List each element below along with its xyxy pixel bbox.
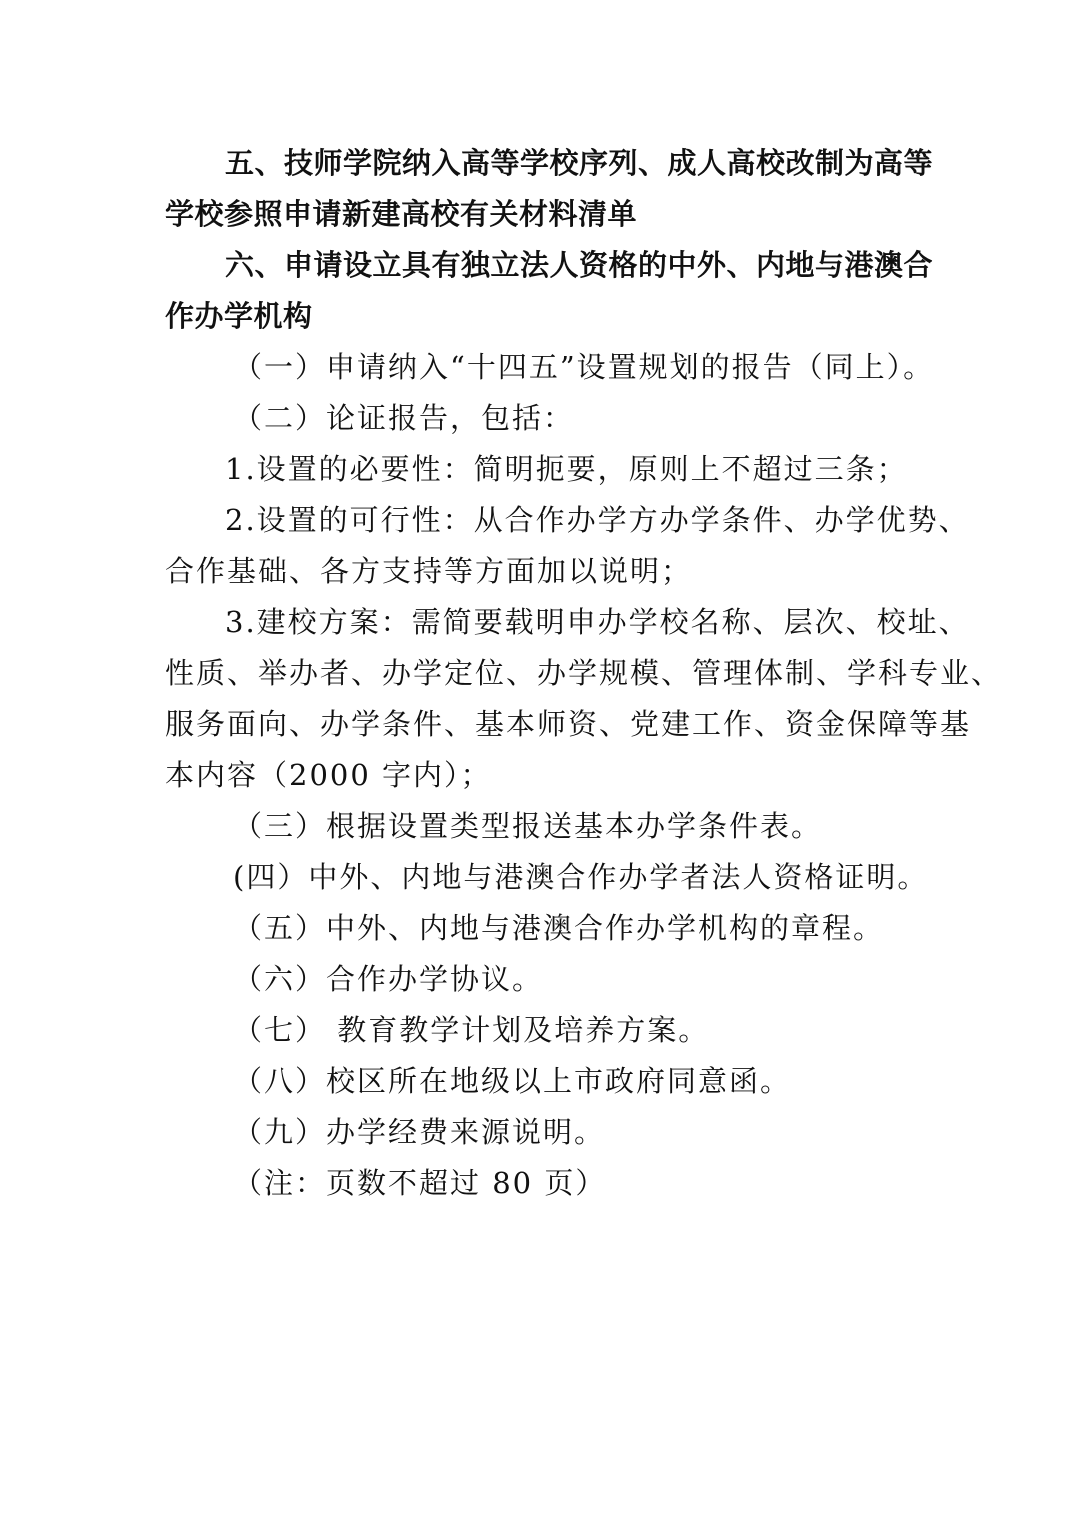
item-nine: （九）办学经费来源说明。: [233, 1115, 606, 1149]
item-two-sub-3-line-1: 3.建校方案：需简要载明申办学校名称、层次、校址、: [225, 605, 970, 639]
item-two-sub-2-line-1: 2.设置的可行性：从合作办学方办学条件、办学优势、: [225, 503, 970, 537]
item-one: （一）申请纳入“十四五”设置规划的报告（同上）。: [233, 350, 935, 384]
item-four: (四）中外、内地与港澳合作办学者法人资格证明。: [233, 860, 929, 894]
item-two: （二）论证报告，包括：: [233, 401, 575, 435]
item-seven: （七） 教育教学计划及培养方案。: [233, 1013, 710, 1047]
item-six: （六）合作办学协议。: [233, 962, 544, 996]
section-six-heading-line-1: 六、申请设立具有独立法人资格的中外、内地与港澳合: [225, 248, 934, 282]
item-two-sub-2-line-2: 合作基础、各方支持等方面加以说明；: [165, 554, 693, 588]
section-six-heading-line-2: 作办学机构: [165, 299, 313, 333]
item-five: （五）中外、内地与港澳合作办学机构的章程。: [233, 911, 885, 945]
note-page-limit: （注：页数不超过 80 页）: [233, 1166, 607, 1200]
item-two-sub-1: 1.设置的必要性：简明扼要，原则上不超过三条；: [225, 452, 908, 486]
item-eight: （八）校区所在地级以上市政府同意函。: [233, 1064, 792, 1098]
document-body: [165, 138, 1003, 1209]
item-two-sub-3-line-3: 服务面向、办学条件、基本师资、党建工作、资金保障等基: [165, 707, 972, 741]
section-five-heading-line-1: 五、技师学院纳入高等学校序列、成人高校改制为高等: [225, 146, 934, 180]
section-five-heading-line-2: 学校参照申请新建高校有关材料清单: [165, 197, 638, 231]
item-two-sub-3-line-4: 本内容（2000 字内）；: [165, 758, 492, 792]
item-two-sub-3-line-2: 性质、举办者、办学定位、办学规模、管理体制、学科专业、: [165, 656, 1003, 690]
item-three: （三）根据设置类型报送基本办学条件表。: [233, 809, 823, 843]
